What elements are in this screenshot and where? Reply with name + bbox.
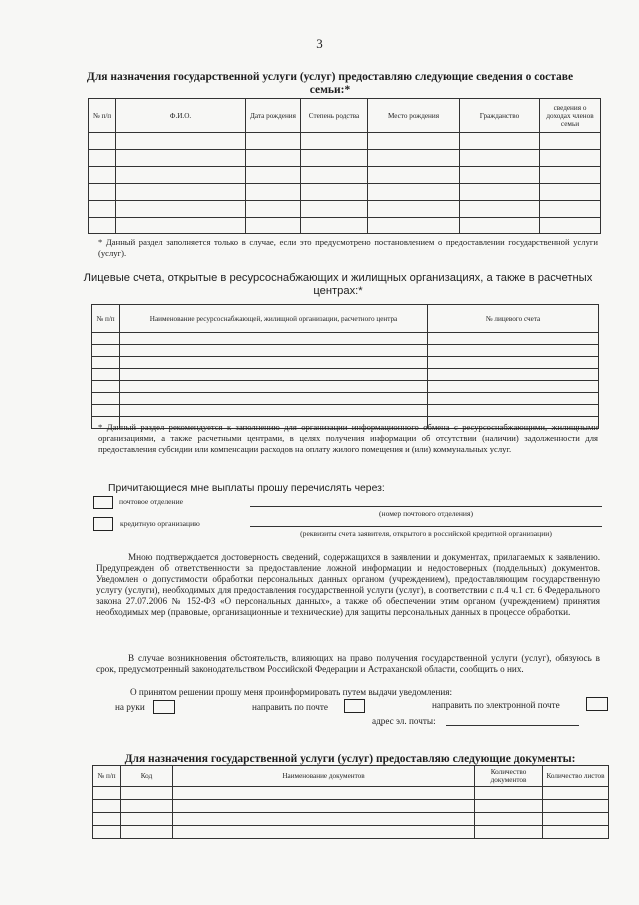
col-birthplace: Место рождения: [368, 99, 460, 133]
by-post-label: направить по почте: [252, 702, 329, 712]
table-row: [92, 369, 599, 381]
table-row: [92, 333, 599, 345]
col-organization: Наименование ресурсоснабжающей, жилищной организации, расчетного центра: [120, 305, 428, 333]
col-code: Код: [121, 766, 173, 787]
credit-org-label: кредитную организацию: [120, 519, 200, 528]
table-row: [89, 184, 601, 201]
accounts-heading-line2: центрах:*: [313, 285, 363, 297]
by-hand-checkbox[interactable]: [153, 700, 175, 714]
declaration-paragraph: Мною подтверждается достоверность сведений, содержащихся в заявлении и документах, прилагаемых к заявлению. Предупрежден об ответственности за предоставление ложной информации и недостоверных (поддельных) документов. Уведомлен о допустимости обработки персональных данных органом (учреждением), предоставляющим государственную услугу (услуги), необходимых для предоставления государственной услуги (услуг), в соответствии с п.4 ч.1 ст. 6 Федерального закона 27.07.2006 № 152-ФЗ «О персональных данных», а также об обеспечении этим органом (учреждением) принятия необходимых мер (правовые, организационные и технические) для защиты персональных данных в процессе обработки.: [96, 552, 600, 618]
email-label: адрес эл. почты:: [372, 716, 436, 726]
family-note: * Данный раздел заполняется только в случае, если это предусмотрено постановлением о предоставлении государственной услуги (услуг).: [98, 237, 598, 258]
table-row: [92, 345, 599, 357]
family-table-header: [89, 99, 601, 133]
accounts-heading: [78, 272, 598, 298]
col-birth-date: Дата рождения: [246, 99, 301, 133]
credit-account-line[interactable]: [250, 526, 602, 527]
post-office-checkbox[interactable]: [93, 496, 113, 509]
col-relation: Степень родства: [301, 99, 368, 133]
documents-table: [92, 765, 609, 839]
post-office-label: почтовое отделение: [119, 497, 183, 506]
obligation-paragraph: В случае возникновения обстоятельств, влияющих на право получения государственной услуги (услуг), обязуюсь в срок, предусмотренный законодательством Российской Федерации и Астраханской области, сообщить о них.: [96, 653, 600, 675]
col-income: сведения о доходах членов семьи: [540, 99, 601, 133]
by-hand-label: на руки: [115, 702, 145, 712]
family-heading-line2: семьи:*: [309, 84, 351, 96]
post-office-caption: (номер почтового отделения): [378, 509, 474, 518]
family-table: [88, 98, 601, 234]
by-email-checkbox[interactable]: [586, 697, 608, 711]
family-heading: [70, 71, 590, 97]
documents-table-header: [93, 766, 609, 787]
table-row: [89, 218, 601, 234]
accounts-note: * Данный раздел рекомендуется к заполнению для организации информационного обмена с ресурсоснабжающими, жилищными организациями, а также расчетными центрами, в целях получения информации об отсутствии (наличии) задолженности для предоставления субсидии или компенсации расходов на оплату жилого помещения и (или) коммунальных услуг.: [98, 422, 598, 454]
table-row: [92, 357, 599, 369]
table-row: [89, 133, 601, 150]
table-row: [89, 201, 601, 218]
by-email-label: направить по электронной почте: [432, 700, 560, 710]
col-doc-count: Количество документов: [475, 766, 543, 787]
notify-text: О принятом решении прошу меня проинформировать путем выдачи уведомления:: [130, 687, 453, 697]
table-row: [93, 800, 609, 813]
accounts-table-header: [92, 305, 599, 333]
col-sheet-count: Количество листов: [543, 766, 609, 787]
table-row: [92, 405, 599, 417]
table-row: [93, 787, 609, 800]
table-row: [89, 167, 601, 184]
col-number: № п/п: [93, 766, 121, 787]
documents-heading: Для назначения государственной услуги (услуг) предоставляю следующие документы:: [124, 753, 576, 765]
col-fio: Ф.И.О.: [116, 99, 246, 133]
credit-caption: (реквизиты счета заявителя, открытого в российской кредитной организации): [300, 529, 552, 538]
accounts-table: [91, 304, 599, 429]
email-input-line[interactable]: [446, 725, 579, 726]
col-citizenship: Гражданство: [460, 99, 540, 133]
col-number: № п/п: [89, 99, 116, 133]
col-document-name: Наименование документов: [173, 766, 475, 787]
family-heading-line1: Для назначения государственной услуги (услуг) предоставляю следующие сведения о составе: [86, 71, 574, 83]
table-row: [92, 381, 599, 393]
payments-heading: Причитающиеся мне выплаты прошу перечислять через:: [108, 483, 385, 494]
table-row: [89, 150, 601, 167]
table-row: [92, 393, 599, 405]
post-office-number-line[interactable]: [250, 506, 602, 507]
col-number: № п/п: [92, 305, 120, 333]
table-row: [93, 826, 609, 839]
col-account-number: № лицевого счета: [428, 305, 599, 333]
accounts-heading-line1: Лицевые счета, открытые в ресурсоснабжающих и жилищных организациях, а также в расчетных: [83, 272, 593, 284]
page-number: 3: [316, 36, 323, 51]
by-post-checkbox[interactable]: [344, 699, 365, 713]
table-row: [93, 813, 609, 826]
credit-org-checkbox[interactable]: [93, 517, 113, 531]
